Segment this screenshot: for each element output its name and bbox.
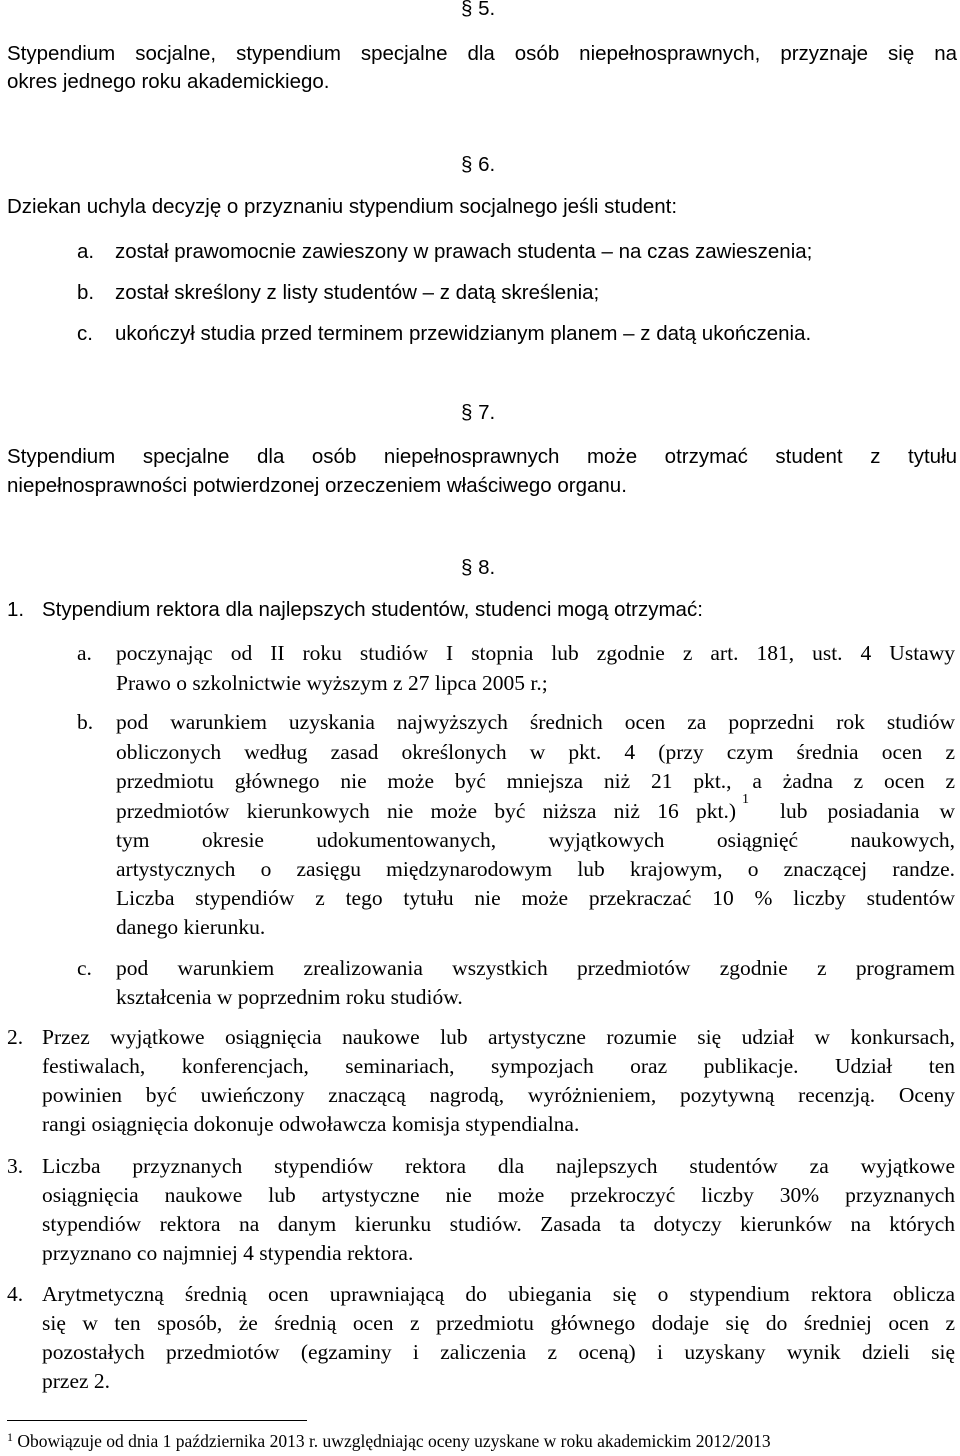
paragraph-6-intro: Dziekan uchyla decyzję o przyznaniu stypendium socjalnego jeśli student: (7, 195, 678, 218)
sub-item-line: lub posiadania w (780, 799, 955, 823)
footnote-number: 1 (7, 1430, 13, 1444)
sub-item-line: tym okresie udokumentowanych, wyjątkowych osiągnięć naukowych, (116, 828, 955, 852)
list-item-line: przyznano co najmniej 4 stypendia rektora. (42, 1241, 414, 1265)
footnote-reference: 1 (742, 792, 749, 807)
list-item-line: Przez wyjątkowe osiągnięcia naukowe lub artystyczne rozumie się udział w konkursach, (42, 1025, 955, 1049)
sub-item-marker: c. (77, 956, 92, 980)
sub-item-line: poczynając od II roku studiów I stopnia lub zgodnie z art. 181, ust. 4 Ustawy (116, 641, 955, 665)
list-item-line: Arytmetyczną średnią ocen uprawniającą do ubiegania się o stypendium rektora oblicza (42, 1282, 955, 1306)
sub-item-line: przedmiotu głównego nie może być mniejsza niż 21 pkt., a żadna z ocen z (116, 769, 955, 793)
list-item-line: przez 2. (42, 1369, 111, 1393)
list-item: został prawomocnie zawieszony w prawach studenta – na czas zawieszenia; (115, 240, 813, 263)
list-item-line: pozostałych przedmiotów (egzaminy i zaliczenia z oceną) i uzyskany wynik dzieli się (42, 1340, 955, 1364)
footnote-text: Obowiązuje od dnia 1 października 2013 r. uwzględniając oceny uzyskane w roku akademickim 2012/2013 (17, 1431, 771, 1451)
list-item-marker: b. (77, 281, 95, 304)
sub-item-line: Prawo o szkolnictwie wyższym z 27 lipca 2005 r.; (116, 671, 548, 695)
list-item-marker: 1. (7, 598, 25, 621)
sub-item-line: obliczonych według zasad określonych w pkt. 4 (przy czym średnia ocen z (116, 740, 955, 764)
footnote (7, 1430, 771, 1452)
list-item-line: powinien być uwieńczony znaczącą nagrodą, wyróżnieniem, pozytywną recenzją. Oceny (42, 1083, 955, 1107)
list-item-line: stypendiów rektora na danym kierunku studiów. Zasada ta dotyczy kierunków na których (42, 1212, 955, 1236)
sub-item-line: kształcenia w poprzednim roku studiów. (116, 985, 463, 1009)
paragraph-5-line: okres jednego roku akademickiego. (7, 70, 330, 93)
list-item-line: osiągnięcia naukowe lub artystyczne nie może przekroczyć liczby 30% przyznanych (42, 1183, 955, 1207)
sub-item-marker: a. (77, 641, 92, 665)
paragraph-5-line: Stypendium socjalne, stypendium specjalne dla osób niepełnosprawnych, przyznaje się na (7, 42, 957, 65)
list-item-marker: 3. (7, 1154, 24, 1178)
list-item-line: festiwalach, konferencjach, seminariach, sympozjach oraz publikacje. Udział ten (42, 1054, 955, 1078)
section-8-heading: § 8. (461, 556, 496, 579)
sub-item-line: artystycznych o zasięgu międzynarodowym lub krajowym, o znaczącej randze. (116, 857, 955, 881)
list-item-line: się w ten sposób, że średnią ocen z przedmiotu głównego dodaje się do średniej ocen z (42, 1311, 955, 1335)
section-7-heading: § 7. (461, 401, 496, 424)
list-item: został skreślony z listy studentów – z datą skreślenia; (115, 281, 600, 304)
sub-item-line: pod warunkiem zrealizowania wszystkich przedmiotów zgodnie z programem (116, 956, 955, 980)
list-item-line: Liczba przyznanych stypendiów rektora dla najlepszych studentów za wyjątkowe (42, 1154, 955, 1178)
paragraph-7-line: niepełnosprawności potwierdzonej orzeczeniem właściwego organu. (7, 474, 627, 497)
sub-item-line: danego kierunku. (116, 915, 266, 939)
paragraph-7-line: Stypendium specjalne dla osób niepełnosprawnych może otrzymać student z tytułu (7, 445, 957, 468)
list-item-line: rangi osiągnięcia dokonuje odwoławcza komisja stypendialna. (42, 1112, 580, 1136)
list-item-marker: 2. (7, 1025, 24, 1049)
sub-item-marker: b. (77, 710, 94, 734)
list-item: Stypendium rektora dla najlepszych studentów, studenci mogą otrzymać: (42, 598, 703, 621)
list-item-marker: a. (77, 240, 95, 263)
list-item-marker: c. (77, 322, 93, 345)
sub-item-line: Liczba stypendiów z tego tytułu nie może przekraczać 10 % liczby studentów (116, 886, 955, 910)
list-item-marker: 4. (7, 1282, 24, 1306)
footnote-separator (7, 1420, 307, 1421)
section-5-heading: § 5. (461, 0, 496, 20)
sub-item-line: przedmiotów kierunkowych nie może być niższa niż 16 pkt.) (116, 799, 736, 823)
sub-item-line: pod warunkiem uzyskania najwyższych średnich ocen za poprzedni rok studiów (116, 710, 955, 734)
section-6-heading: § 6. (461, 153, 496, 176)
list-item: ukończył studia przed terminem przewidzianym planem – z datą ukończenia. (115, 322, 812, 345)
